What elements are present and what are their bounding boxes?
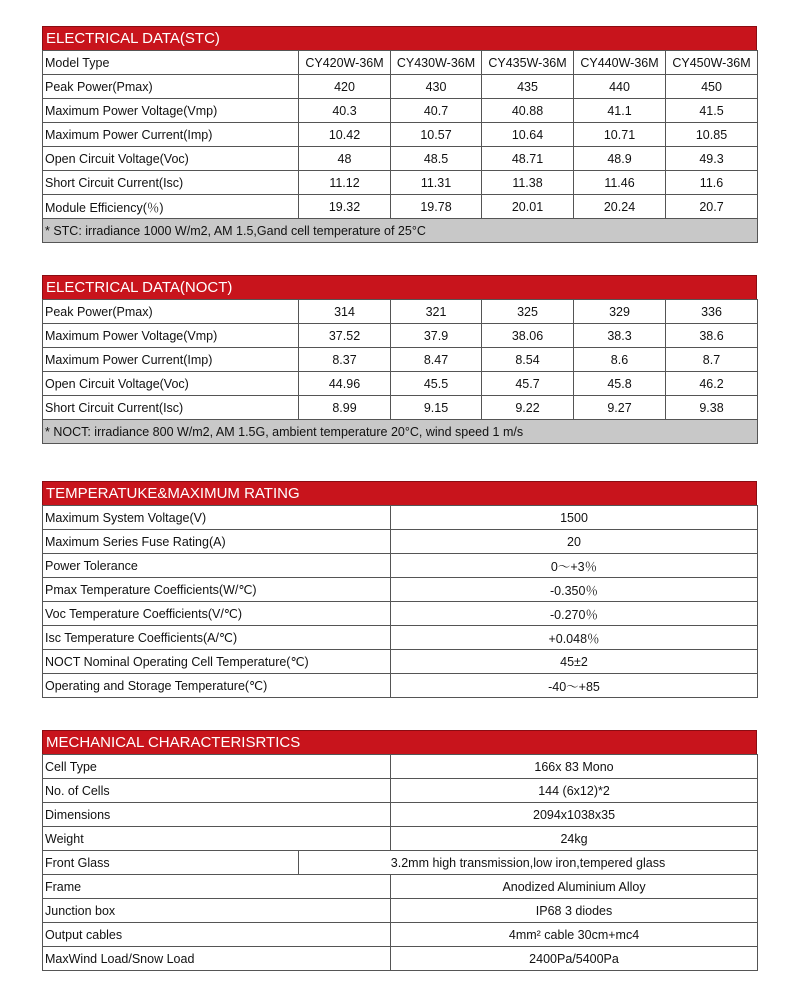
row-value: 325 — [482, 300, 574, 324]
row-value: 45.8 — [574, 372, 666, 396]
row-value: 8.47 — [391, 348, 482, 372]
temp-section — [42, 481, 757, 698]
table-row — [43, 530, 758, 554]
row-value: 314 — [299, 300, 391, 324]
row-label: Peak Power(Pmax) — [43, 300, 299, 324]
table-row — [43, 899, 758, 923]
table-row — [43, 506, 758, 530]
table-row — [43, 755, 758, 779]
row-value: 10.85 — [666, 123, 758, 147]
row-value: 9.27 — [574, 396, 666, 420]
row-value: 48.71 — [482, 147, 574, 171]
row-label: Pmax Temperature Coefficients(W/℃) — [43, 578, 391, 602]
row-value: 336 — [666, 300, 758, 324]
table-row — [43, 348, 758, 372]
row-value: 41.5 — [666, 99, 758, 123]
row-value: 20.7 — [666, 195, 758, 219]
row-value: +0.048％ — [391, 626, 758, 650]
table-row — [43, 300, 758, 324]
stc-title: ELECTRICAL DATA(STC) — [42, 26, 757, 50]
row-value: 44.96 — [299, 372, 391, 396]
row-label: Maximum Power Current(Imp) — [43, 348, 299, 372]
temp-title: TEMPERATUKE&MAXIMUM RATING — [42, 481, 757, 505]
row-label: No. of Cells — [43, 779, 391, 803]
row-value: 48 — [299, 147, 391, 171]
mech-section — [42, 730, 757, 971]
row-value: 46.2 — [666, 372, 758, 396]
row-value: 20.24 — [574, 195, 666, 219]
row-value: 9.38 — [666, 396, 758, 420]
noct-title: ELECTRICAL DATA(NOCT) — [42, 275, 757, 299]
row-label: Front Glass — [43, 851, 299, 875]
row-label: MaxWind Load/Snow Load — [43, 947, 391, 971]
row-value: 48.9 — [574, 147, 666, 171]
row-label: Short Circuit Current(Isc) — [43, 396, 299, 420]
noct-note-row — [43, 420, 758, 444]
model-name: CY440W-36M — [574, 51, 666, 75]
row-label: Peak Power(Pmax) — [43, 75, 299, 99]
row-label: Open Circuit Voltage(Voc) — [43, 372, 299, 396]
stc-note: * STC: irradiance 1000 W/m2, AM 1.5,Gand cell temperature of 25°C — [43, 219, 758, 243]
temp-table — [42, 505, 758, 698]
row-value: 41.1 — [574, 99, 666, 123]
row-value: 48.5 — [391, 147, 482, 171]
row-label: Dimensions — [43, 803, 391, 827]
model-type-label: Model Type — [43, 51, 299, 75]
row-value: 37.52 — [299, 324, 391, 348]
table-row — [43, 947, 758, 971]
table-row — [43, 99, 758, 123]
table-row — [43, 602, 758, 626]
row-value: 10.57 — [391, 123, 482, 147]
row-value: 430 — [391, 75, 482, 99]
row-value: 4mm² cable 30cm+mc4 — [391, 923, 758, 947]
row-value: 8.37 — [299, 348, 391, 372]
table-row — [43, 827, 758, 851]
table-row — [43, 147, 758, 171]
row-value: Anodized Aluminium Alloy — [391, 875, 758, 899]
mech-title: MECHANICAL CHARACTERISRTICS — [42, 730, 757, 754]
row-value: -0.350％ — [391, 578, 758, 602]
row-value: 40.7 — [391, 99, 482, 123]
noct-table — [42, 299, 758, 444]
row-value: 19.32 — [299, 195, 391, 219]
row-value: 38.6 — [666, 324, 758, 348]
row-value: 45±2 — [391, 650, 758, 674]
row-value: 19.78 — [391, 195, 482, 219]
table-row — [43, 171, 758, 195]
row-value: 2400Pa/5400Pa — [391, 947, 758, 971]
row-label: Maximum Power Voltage(Vmp) — [43, 324, 299, 348]
row-value: 49.3 — [666, 147, 758, 171]
table-row — [43, 674, 758, 698]
noct-section — [42, 275, 757, 444]
stc-table — [42, 50, 758, 243]
table-row — [43, 851, 758, 875]
row-label: NOCT Nominal Operating Cell Temperature(℃) — [43, 650, 391, 674]
row-value: 8.99 — [299, 396, 391, 420]
row-value: 38.3 — [574, 324, 666, 348]
table-row — [43, 626, 758, 650]
mech-table — [42, 754, 758, 971]
row-value: 11.38 — [482, 171, 574, 195]
row-value: 10.42 — [299, 123, 391, 147]
row-value: 440 — [574, 75, 666, 99]
row-label: Frame — [43, 875, 391, 899]
row-value: 435 — [482, 75, 574, 99]
stc-section — [42, 26, 757, 243]
row-value: 321 — [391, 300, 482, 324]
stc-note-row — [43, 219, 758, 243]
row-value: 11.6 — [666, 171, 758, 195]
row-value: 38.06 — [482, 324, 574, 348]
row-value: 45.7 — [482, 372, 574, 396]
table-row — [43, 75, 758, 99]
row-value: 3.2mm high transmission,low iron,tempered glass — [299, 851, 758, 875]
row-value: 2094x1038x35 — [391, 803, 758, 827]
table-row — [43, 123, 758, 147]
stc-header-row — [43, 51, 758, 75]
row-label: Short Circuit Current(Isc) — [43, 171, 299, 195]
row-value: 10.71 — [574, 123, 666, 147]
row-value: 10.64 — [482, 123, 574, 147]
row-label: Isc Temperature Coefficients(A/℃) — [43, 626, 391, 650]
row-value: 1500 — [391, 506, 758, 530]
row-value: 8.6 — [574, 348, 666, 372]
table-row — [43, 803, 758, 827]
row-value: 40.88 — [482, 99, 574, 123]
row-value: 329 — [574, 300, 666, 324]
row-label: Module Efficiency(％) — [43, 195, 299, 219]
row-label: Maximum Series Fuse Rating(A) — [43, 530, 391, 554]
row-value: 8.54 — [482, 348, 574, 372]
row-value: 24kg — [391, 827, 758, 851]
row-label: Voc Temperature Coefficients(V/℃) — [43, 602, 391, 626]
row-value: 45.5 — [391, 372, 482, 396]
table-row — [43, 923, 758, 947]
table-row — [43, 396, 758, 420]
row-value: 11.12 — [299, 171, 391, 195]
row-value: 450 — [666, 75, 758, 99]
row-label: Operating and Storage Temperature(℃) — [43, 674, 391, 698]
row-label: Output cables — [43, 923, 391, 947]
row-value: 11.31 — [391, 171, 482, 195]
table-row — [43, 779, 758, 803]
row-label: Weight — [43, 827, 391, 851]
row-value: 8.7 — [666, 348, 758, 372]
table-row — [43, 324, 758, 348]
row-value: -40～+85 — [391, 674, 758, 698]
model-name: CY435W-36M — [482, 51, 574, 75]
row-value: 144 (6x12)*2 — [391, 779, 758, 803]
row-value: 0～+3％ — [391, 554, 758, 578]
table-row — [43, 554, 758, 578]
row-label: Maximum Power Voltage(Vmp) — [43, 99, 299, 123]
row-value: 40.3 — [299, 99, 391, 123]
table-row — [43, 875, 758, 899]
noct-note: * NOCT: irradiance 800 W/m2, AM 1.5G, ambient temperature 20°C, wind speed 1 m/s — [43, 420, 758, 444]
row-value: 37.9 — [391, 324, 482, 348]
model-name: CY450W-36M — [666, 51, 758, 75]
row-value: IP68 3 diodes — [391, 899, 758, 923]
row-value: 20 — [391, 530, 758, 554]
table-row — [43, 578, 758, 602]
row-label: Junction box — [43, 899, 391, 923]
row-value: 9.15 — [391, 396, 482, 420]
row-label: Maximum System Voltage(V) — [43, 506, 391, 530]
row-label: Cell Type — [43, 755, 391, 779]
row-value: 420 — [299, 75, 391, 99]
table-row — [43, 650, 758, 674]
row-value: 11.46 — [574, 171, 666, 195]
row-value: 9.22 — [482, 396, 574, 420]
table-row — [43, 195, 758, 219]
table-row — [43, 372, 758, 396]
row-label: Power Tolerance — [43, 554, 391, 578]
row-value: -0.270％ — [391, 602, 758, 626]
row-value: 20.01 — [482, 195, 574, 219]
model-name: CY430W-36M — [391, 51, 482, 75]
model-name: CY420W-36M — [299, 51, 391, 75]
row-label: Maximum Power Current(Imp) — [43, 123, 299, 147]
row-value: 166x 83 Mono — [391, 755, 758, 779]
row-label: Open Circuit Voltage(Voc) — [43, 147, 299, 171]
